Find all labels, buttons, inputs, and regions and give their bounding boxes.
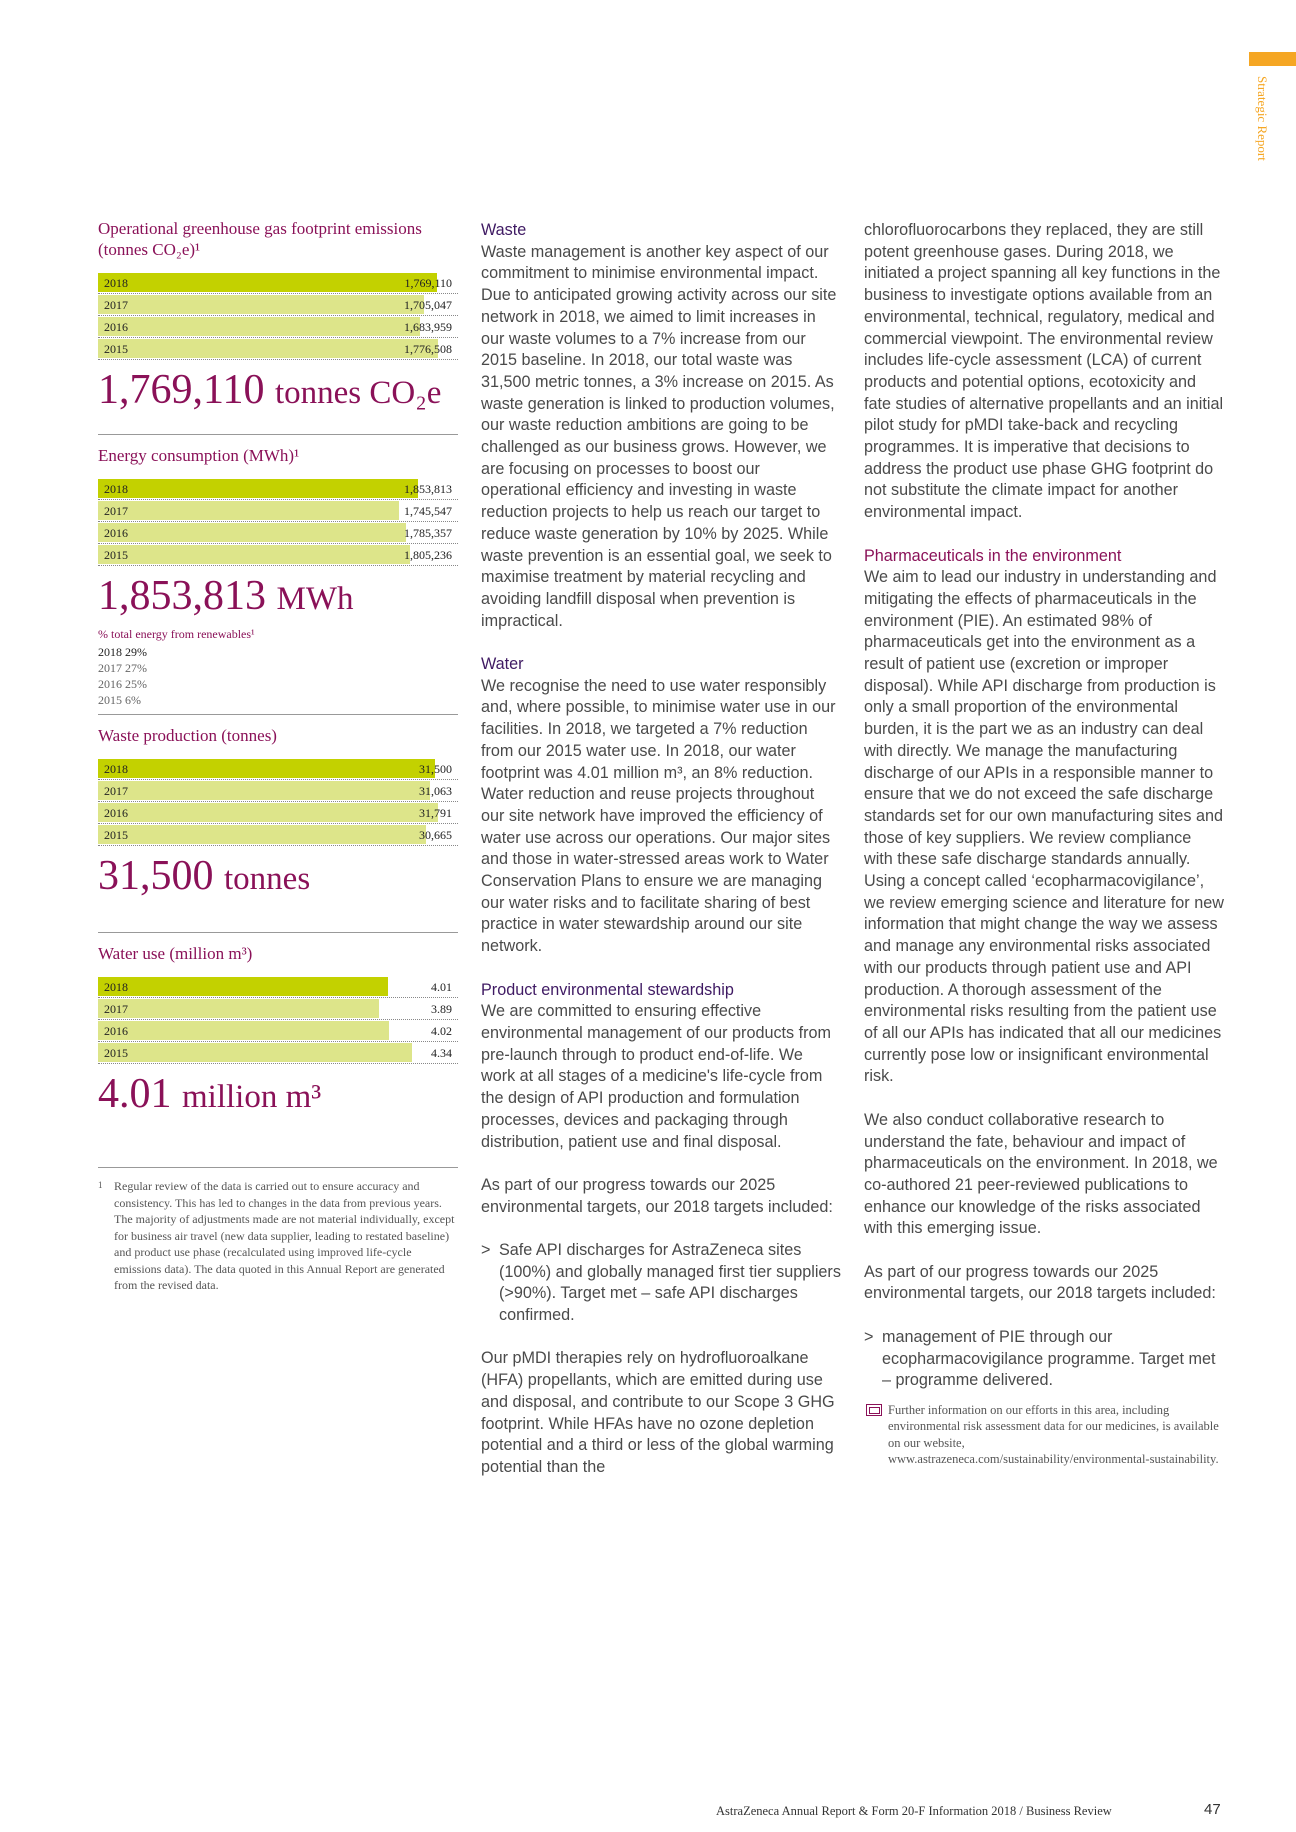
bar-value-label: 3.89 (431, 1002, 452, 1016)
pmdi-paragraph: Our pMDI therapies rely on hydrofluoroalkane (HFA) propellants, which are emitted during use and disposal, and contribute to our Scope 3 GHG footprint. While HFAs have no ozone depletion potential and a third or less of the global warming potential than the (481, 1349, 835, 1476)
energy-title: Energy consumption (MWh)¹ (98, 446, 300, 465)
further-info-text[interactable]: Further information on our efforts in this area, including environmental risk assessment data for our medicines, is available on our website, www.astrazeneca.com/sustainability/environmental-sustainability. (888, 1402, 1219, 1467)
bar-row-2018 (98, 976, 458, 998)
ghg-title: Operational greenhouse gas footprint emissions (tonnes CO₂e)¹ (98, 219, 422, 259)
bar-year-label: 2018 (104, 276, 128, 290)
bar-row-2016 (98, 802, 458, 824)
bar-year-label: 2015 (104, 342, 128, 356)
renewables-subtitle: % total energy from renewables¹ (98, 627, 255, 641)
ghg-big-number: 1,769,110 (98, 367, 265, 413)
bar-2018 (98, 273, 437, 292)
waste-bar-chart (98, 758, 458, 846)
bar-2015 (98, 1043, 412, 1062)
bar-row-2016 (98, 522, 458, 544)
footnote (98, 1167, 458, 1294)
energy-bar-chart (98, 478, 458, 566)
waste-big-unit: tonnes (224, 861, 311, 897)
stewardship-paragraph: We are committed to ensuring effective environmental management of our products from pre-launch through to product end-of-life. We work at all stages of a medicine's life-cycle from the design of API production and formulation processes, devices and packaging through distribution, patient use and final disposal. (481, 1002, 832, 1151)
renewables-item: 2016 25% (98, 677, 147, 691)
water-metric (98, 933, 458, 1117)
bar-year-label: 2015 (104, 828, 128, 842)
waste-title: Waste production (tonnes) (98, 726, 277, 745)
body-column-middle (481, 220, 841, 1479)
bar-row-2016 (98, 316, 458, 338)
bar-year-label: 2016 (104, 806, 128, 820)
water-title: Water use (million m³) (98, 944, 253, 963)
progress-paragraph: As part of our progress towards our 2025 environmental targets, our 2018 targets included: (864, 1262, 1216, 1303)
bar-year-label: 2016 (104, 1024, 128, 1038)
bar-year-label: 2017 (104, 298, 128, 312)
bar-year-label: 2015 (104, 1046, 128, 1060)
water-bar-chart (98, 976, 458, 1064)
target-bullet (864, 1327, 1224, 1392)
bar-row-2016 (98, 1020, 458, 1042)
bullet-mark: > (864, 1327, 874, 1346)
bar-2017 (98, 501, 399, 520)
energy-headline (98, 572, 458, 623)
bar-2016 (98, 317, 420, 336)
bar-2017 (98, 295, 424, 314)
bar-value-label: 1,705,047 (404, 298, 452, 312)
ghg-bar-chart (98, 272, 458, 360)
water-big-number: 4.01 (98, 1071, 172, 1117)
bar-year-label: 2018 (104, 980, 128, 994)
water-headline (98, 1070, 458, 1121)
bar-value-label: 1,853,813 (404, 482, 452, 496)
bar-2018 (98, 479, 418, 498)
bar-year-label: 2017 (104, 504, 128, 518)
stewardship-heading: Product environmental stewardship (481, 980, 734, 999)
bar-2016 (98, 523, 406, 542)
water-big-unit: million m³ (182, 1079, 322, 1115)
waste-metric (98, 715, 458, 932)
ghg-metric (98, 218, 458, 434)
page-number: 47 (1204, 1801, 1221, 1818)
bar-year-label: 2017 (104, 1002, 128, 1016)
bar-value-label: 1,805,236 (404, 548, 452, 562)
bar-value-label: 30,665 (419, 828, 452, 842)
bar-row-2017 (98, 780, 458, 802)
renewables-item: 2018 29% (98, 645, 147, 659)
bar-row-2017 (98, 998, 458, 1020)
waste-big-number: 31,500 (98, 853, 214, 899)
bar-row-2015 (98, 1042, 458, 1064)
page-footer: AstraZeneca Annual Report & Form 20-F Information 2018 / Business Review (716, 1804, 1112, 1818)
bullet-mark: > (481, 1240, 491, 1259)
energy-big-number: 1,853,813 (98, 573, 266, 619)
research-paragraph: We also conduct collaborative research to understand the fate, behaviour and impact of pharmaceuticals on the environment. In 2018, we co-authored 21 peer-reviewed publications to enhance our knowledge of the risks associated with this emerging issue. (864, 1110, 1218, 1238)
bar-2016 (98, 803, 438, 822)
bullet-text: Safe API discharges for AstraZeneca sites (100%) and globally managed first tier suppliers (>90%). Target met – safe API discharges confirmed. (499, 1240, 841, 1325)
ghg-headline (98, 366, 458, 417)
bar-year-label: 2016 (104, 526, 128, 540)
bar-row-2015 (98, 544, 458, 566)
further-info-box[interactable] (864, 1402, 1224, 1468)
bar-row-2017 (98, 294, 458, 316)
bar-value-label: 4.02 (431, 1024, 452, 1038)
ghg-big-unit: tonnes CO₂e (274, 375, 442, 411)
bar-value-label: 1,745,547 (404, 504, 452, 518)
bar-year-label: 2017 (104, 784, 128, 798)
bar-2015 (98, 545, 410, 564)
bar-value-label: 4.34 (431, 1046, 452, 1060)
progress-paragraph: As part of our progress towards our 2025 environmental targets, our 2018 targets included: (481, 1175, 833, 1216)
bar-2015 (98, 339, 438, 358)
bar-2018 (98, 759, 435, 778)
renewables-list (98, 644, 458, 708)
bar-row-2017 (98, 500, 458, 522)
bar-value-label: 31,500 (419, 762, 452, 776)
energy-big-unit: MWh (276, 581, 354, 617)
waste-headline (98, 852, 458, 903)
bar-row-2018 (98, 272, 458, 294)
renewables-item: 2017 27% (98, 661, 147, 675)
bar-year-label: 2018 (104, 482, 128, 496)
footnote-mark: 1 (98, 1180, 103, 1190)
body-column-right (864, 220, 1224, 1468)
section-tab-marker (1249, 52, 1296, 66)
monitor-icon (866, 1404, 882, 1416)
bar-value-label: 4.01 (431, 980, 452, 994)
bar-year-label: 2015 (104, 548, 128, 562)
energy-metric (98, 435, 458, 714)
bar-value-label: 31,791 (419, 806, 452, 820)
section-side-label: Strategic Report (1255, 76, 1270, 161)
bar-row-2018 (98, 758, 458, 780)
bullet-text: management of PIE through our ecopharmacovigilance programme. Target met – programme delivered. (882, 1327, 1216, 1390)
metrics-column (98, 218, 458, 1117)
bar-row-2018 (98, 478, 458, 500)
bar-row-2015 (98, 824, 458, 846)
bar-row-2015 (98, 338, 458, 360)
bar-value-label: 31,063 (419, 784, 452, 798)
cfc-paragraph: chlorofluorocarbons they replaced, they are still potent greenhouse gases. During 2018, we initiated a project spanning all key functions in the business to investigate options available from an environmental, technical, regulatory, medical and commercial viewpoint. The environmental review includes life-cycle assessment (LCA) of current products and potential options, ecotoxicity and fate studies of alternative propellants and an initial pilot study for pMDI take-back and recycling programmes. It is imperative that decisions to address the product use phase GHG footprint do not substitute the climate impact for another environmental impact. (864, 221, 1224, 522)
waste-paragraph: Waste management is another key aspect of our commitment to minimise environmental impact. Due to anticipated growing activity across our site network in 2018, we aimed to limit increases in our waste volumes to a 7% increase from our 2015 baseline. In 2018, our total waste was 31,500 metric tonnes, a 3% increase on 2015. As waste generation is linked to production volumes, our waste reduction ambitions are going to be challenged as our business grows. However, we are focusing on processes to boost our operational efficiency and investing in waste reduction projects to help us reach our target to reduce waste generation by 10% by 2025. While waste prevention is an essential goal, we seek to maximise treatment by material recycling and avoiding landfill disposal when prevention is impractical. (481, 242, 837, 630)
target-bullet (481, 1240, 841, 1327)
bar-year-label: 2018 (104, 762, 128, 776)
waste-heading: Waste (481, 221, 527, 239)
bar-value-label: 1,785,357 (404, 526, 452, 540)
bar-2015 (98, 825, 426, 844)
bar-value-label: 1,776,508 (404, 342, 452, 356)
bar-2017 (98, 999, 379, 1018)
bar-value-label: 1,769,110 (404, 276, 452, 290)
footnote-text: Regular review of the data is carried out to ensure accuracy and consistency. This has led to changes in the data from previous years. The majority of adjustments made are not material individually, except for business air travel (new data supplier, leading to restated baseline) and product use phase (recalculated using improved life-cycle emissions data). The data quoted in this Annual Report are generated from the revised data. (114, 1179, 455, 1292)
pie-paragraph: We aim to lead our industry in understanding and mitigating the effects of pharmaceuticals in the environment (PIE). An estimated 98% of pharmaceuticals get into the environment as a result of patient use (excretion or improper disposal). While API discharge from production is only a small proportion of the environmental burden, it is the part we as an industry can deal with directly. We manage the manufacturing discharge of our APIs in a responsible manner to ensure that we do not exceed the safe discharge standards set for our own manufacturing sites and those of key suppliers. We review compliance with these safe discharge standards annually. Using a concept called ‘ecopharmacovigilance’, we review emerging science and literature for new information that might change the way we assess and manage any environmental risks associated with our products through patient use and API production. A thorough assessment of the environmental risks resulting from the patient use of all our APIs has indicated that all our medicines currently pose low or insignificant environmental risk. (864, 568, 1224, 1086)
bar-year-label: 2016 (104, 320, 128, 334)
renewables-item: 2015 6% (98, 693, 141, 707)
water-heading: Water (481, 655, 524, 674)
bar-2016 (98, 1021, 389, 1040)
pie-heading: Pharmaceuticals in the environment (864, 546, 1122, 565)
bar-2017 (98, 781, 430, 800)
bar-value-label: 1,683,959 (404, 320, 452, 334)
bar-2018 (98, 977, 388, 996)
water-paragraph: We recognise the need to use water responsibly and, where possible, to minimise water use in our facilities. In 2018, we targeted a 7% reduction from our 2015 water use. In 2018, our water footprint was 4.01 million m³, an 8% reduction. Water reduction and reuse projects throughout our site network have improved the efficiency of water use across our operations. Our major sites and those in water-stressed areas work to Water Conservation Plans to ensure we are managing our water risks and to facilitate sharing of best practice in water stewardship around our site network. (481, 676, 836, 956)
